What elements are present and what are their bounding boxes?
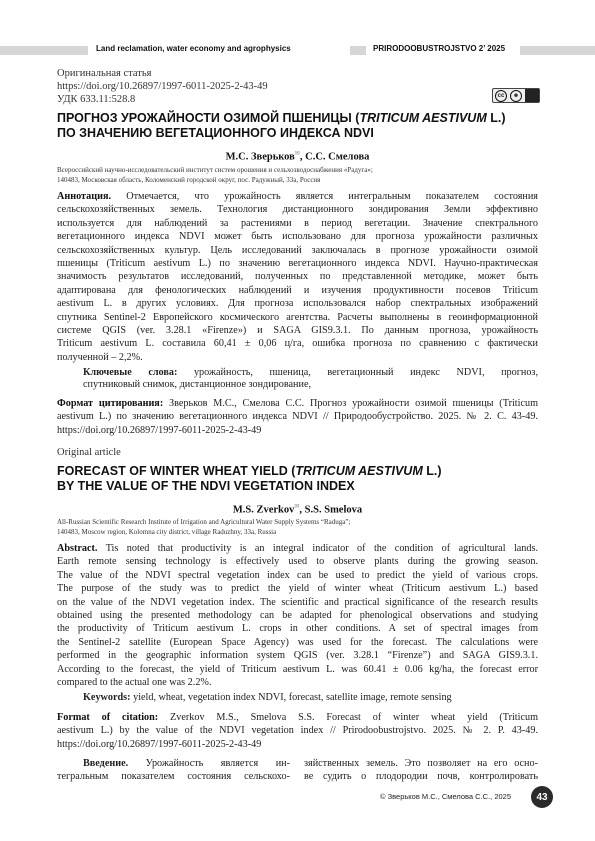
- title-en-line2: BY THE VALUE OF THE NDVI VEGETATION INDEX: [57, 479, 355, 493]
- doi-link-ru[interactable]: https://doi.org/10.26897/1997-6011-2025-2-43-49: [57, 81, 268, 92]
- article-type-ru: Оригинальная статья: [57, 68, 152, 79]
- copyright-notice: © Зверьков М.С., Смелова С.С., 2025: [380, 792, 512, 801]
- cc-icon: cc: [495, 90, 507, 102]
- citation-doi-ru[interactable]: https://doi.org/10.26897/1997-6011-2025-2-43-49: [57, 424, 262, 436]
- cc-license-badge[interactable]: [492, 88, 540, 103]
- intro-label: Введение.: [83, 758, 129, 769]
- keywords-en: Keywords: yield, wheat, vegetation index NDVI, forecast, satellite image, remote sensing: [83, 692, 452, 703]
- journal-issue-title: PRIRODOOBUSTROJSTVO 2’ 2025: [373, 44, 506, 53]
- intro-column-left: Введение. Урожайность является ин- тегральным показателем состояния сельскохо-: [57, 758, 290, 783]
- attribution-icon: ☻: [510, 90, 522, 102]
- title-en-line1: FORECAST OF WINTER WHEAT YIELD (TRITICUM AESTIVUM L.): [57, 464, 442, 478]
- abstract-label-en: Abstract.: [57, 543, 98, 554]
- citation-doi-en[interactable]: https://doi.org/10.26897/1997-6011-2025-2-43-49: [57, 738, 262, 750]
- mail-icon-en: ✉: [294, 504, 300, 510]
- affiliation-ru-2: 140483, Московская область, Коломенский городской округ, пос. Радужный, 33а, Россия: [57, 175, 321, 184]
- affiliation-en-2: 140483, Moscow region, Kolomna city district, village Raduzhny, 33a, Russia: [57, 527, 277, 536]
- abstract-en: Abstract. Tis noted that productivity is an integral indicator of the condition of agricultural lands. Earth remote sensing technology is effectively used to observe plants during the growing season. The value of the NDVI spectral vegetation index can be used to predict the yield of various crops. The purpose of the study was to predict the yield of winter wheat (Triticum aestivum L.) based on the value of the NDVI vegetation index. The scientific and practical significance of the research results obtained using the presented methodology can be adapted for phenological observations and studying the productivity of Triticum aestivum L. crops in other conditions. A set of spectral images from the Sentinel-2 satellite (European Space Agency) was used for the forecast. The calculations were performed in the geographic information system QGIS (ver. 3.28.1 “Firenze”) and SAGA GIS9.3.1. According to the forecast, the yield of Triticum aestivum L. was 60.41 ± 0.06 kg/ha, the forecast error compared to the actual one was 2.2%.: [57, 543, 538, 689]
- mail-icon: ✉: [294, 151, 300, 157]
- authors-ru: М.С. Зверьков✉, С.С. Смелова: [225, 151, 370, 163]
- page-number-badge: 43: [531, 786, 553, 808]
- license-bar: [525, 89, 539, 102]
- abstract-label-ru: Аннотация.: [57, 191, 112, 202]
- keywords-ru-line2: спутниковый снимок, дистанционное зондирование,: [83, 379, 312, 391]
- citation-en: Format of citation: Zverkov M.S., Smelova S.S. Forecast of winter wheat yield (Triticum aestivum L.) by the value of the NDVI vegetation index // Prirodoobustrojstvo. 2025. № 2. P. 43-49. https://doi.org/10.26897/1997-6011-2025-2-43-49: [57, 712, 538, 750]
- authors-en: M.S. Zverkov✉, S.S. Smelova: [232, 504, 363, 516]
- affiliation-ru-1: Всероссийский научно-исследовательский институт систем орошения и сельхозводоснабжения «Радуга»;: [57, 166, 373, 174]
- affiliation-en-1: All-Russian Scientific Research Institute of Irrigation and Agricultural Water Supply Systems “Raduga”;: [57, 518, 351, 526]
- journal-series-title: Land reclamation, water economy and agrophysics: [96, 44, 291, 53]
- keywords-ru: Ключевые слова: урожайность, пшеница, вегетационный индекс NDVI, прогноз,: [83, 367, 538, 378]
- header-bar-right: [520, 46, 595, 55]
- header-bar-left: [0, 46, 88, 55]
- intro-column-right: зяйственных земель. Это позволяет на его осно- ве судить о плодородии почв, контролировать: [304, 758, 538, 783]
- title-ru-line1: ПРОГНОЗ УРОЖАЙНОСТИ ОЗИМОЙ ПШЕНИЦЫ (TRITICUM AESTIVUM L.): [57, 111, 506, 125]
- title-ru-line2: ПО ЗНАЧЕНИЮ ВЕГЕТАЦИОННОГО ИНДЕКСА NDVI: [57, 126, 374, 140]
- citation-ru: Формат цитирования: Зверьков М.С., Смелова С.С. Прогноз урожайности озимой пшеницы (Triticum aestivum L.) по значению вегетационного индекса NDVI // Природообустройство. 2025. № 2. С. 43-49. https://doi.org/10.26897/1997-6011-2025-2-43-49: [57, 398, 538, 436]
- abstract-ru: Аннотация. Отмечается, что урожайность является интегральным показателем состояния сельскохозяйственных земель. Технология дистанционного зондирования Земли эффективно используется для наблюдений за растениями в период вегетации. Значение спектрального вегетационного индекса NDVI может быть использовано для прогноза урожайности различных сельскохозяйственных культур. Цель исследований заключалась в прогнозе урожайности озимой пшеницы (Triticum aestivum L.) по значению вегетационного индекса NDVI. Научно-практическая значимость результатов исследований, полученных по представленной методике, может быть адаптирована для фенологических наблюдений и изучения продуктивности посевов Triticum aestivum L. в других условиях. Для прогноза использовался набор спектральных изображений спутника Sentinel-2 Европейского космического агентства. Расчеты выполнены в геоинформационной системе QGIS (ver. 3.28.1 «Firenze») и SAGA GIS9.3.1. По данным прогноза, урожайность Triticum aestivum L. составила 60,41 ± 0,06 ц/га, ошибка прогноза по сравнению с фактически полученной – 2,2%.: [57, 191, 538, 363]
- header-bar-middle: [350, 46, 366, 55]
- udc-code: УДК 633.11:528.8: [57, 94, 136, 105]
- running-header: [0, 43, 595, 57]
- article-type-en: Original article: [57, 447, 121, 458]
